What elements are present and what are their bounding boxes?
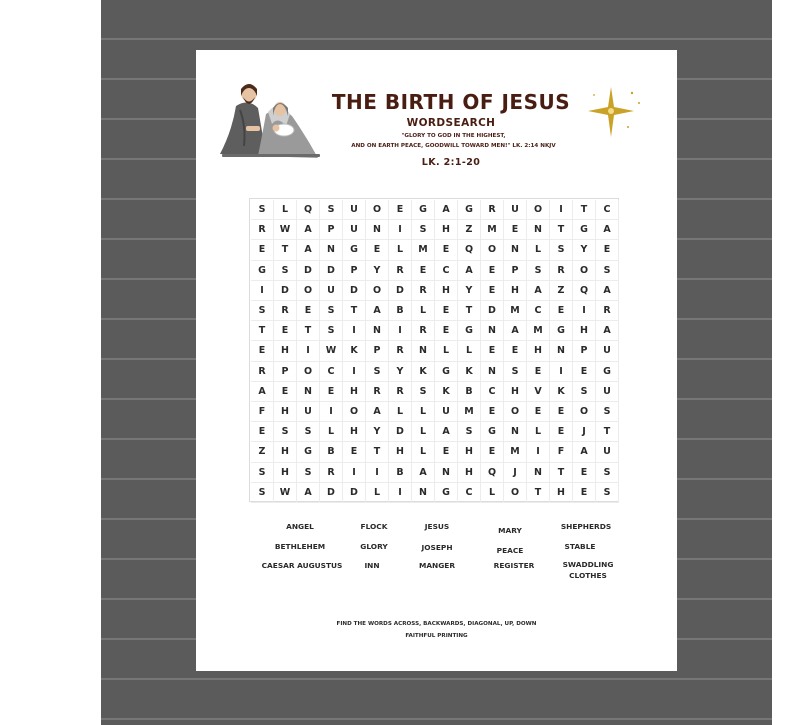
grid-letter: G [596, 362, 619, 382]
grid-letter: R [596, 301, 619, 321]
grid-letter: C [320, 362, 343, 382]
grid-letter: Q [481, 463, 504, 483]
grid-letter: M [412, 240, 435, 260]
grid-letter: E [389, 200, 412, 220]
grid-letter: N [527, 463, 550, 483]
grid-letter: O [573, 402, 596, 422]
grid-letter: K [343, 341, 366, 361]
word-list-item: CAESAR AUGUSTUS [261, 561, 343, 570]
grid-letter: N [435, 463, 458, 483]
grid-letter: T [274, 240, 297, 260]
grid-letter: L [412, 301, 435, 321]
grid-letter: L [527, 422, 550, 442]
grid-letter: H [343, 382, 366, 402]
grid-letter: I [251, 281, 274, 301]
grid-letter: Q [297, 200, 320, 220]
grid-letter: E [435, 301, 458, 321]
grid-letter: A [251, 382, 274, 402]
grid-letter: H [274, 442, 297, 462]
grid-letter: A [596, 321, 619, 341]
grid-letter: A [596, 281, 619, 301]
grid-letter: L [366, 483, 389, 503]
grid-letter: S [320, 200, 343, 220]
grid-letter: Y [458, 281, 481, 301]
grid-letter: R [274, 301, 297, 321]
grid-letter: Y [389, 362, 412, 382]
grid-letter: P [573, 341, 596, 361]
grid-letter: R [550, 261, 573, 281]
word-list-item: BETHLEHEM [274, 542, 326, 551]
grid-letter: I [389, 220, 412, 240]
nativity-illustration [218, 76, 322, 162]
grid-letter: S [596, 483, 619, 503]
grid-letter: A [366, 402, 389, 422]
grid-letter: L [274, 200, 297, 220]
grid-letter: B [389, 301, 412, 321]
grid-letter: I [573, 301, 596, 321]
word-list-item: STABLE [564, 542, 596, 551]
grid-letter: B [458, 382, 481, 402]
grid-letter: I [527, 442, 550, 462]
grid-letter: U [320, 281, 343, 301]
grid-letter: E [573, 362, 596, 382]
grid-letter: O [297, 362, 320, 382]
word-list-item: JESUS [424, 522, 450, 531]
grid-letter: E [550, 301, 573, 321]
grid-letter: D [320, 483, 343, 503]
grid-letter: U [596, 341, 619, 361]
grid-letter: F [550, 442, 573, 462]
grid-letter: Y [366, 422, 389, 442]
grid-letter: L [389, 240, 412, 260]
grid-letter: D [389, 422, 412, 442]
grid-letter: D [481, 301, 504, 321]
grid-letter: U [596, 382, 619, 402]
grid-letter: S [366, 362, 389, 382]
grid-letter: N [527, 220, 550, 240]
grid-letter: N [297, 382, 320, 402]
grid-letter: B [389, 463, 412, 483]
grid-letter: Y [573, 240, 596, 260]
grid-letter: M [504, 301, 527, 321]
grid-letter: N [504, 240, 527, 260]
word-list-item: MARY [498, 526, 522, 535]
word-list-item: INN [364, 561, 380, 570]
grid-letter: S [412, 382, 435, 402]
grid-letter: R [389, 382, 412, 402]
grid-letter: I [343, 362, 366, 382]
grid-letter: T [458, 301, 481, 321]
grid-letter: I [550, 200, 573, 220]
grid-letter: R [389, 341, 412, 361]
word-list-item: SHEPHERDS [560, 522, 612, 531]
word-list-item: ANGEL [286, 522, 314, 531]
grid-letter: T [550, 220, 573, 240]
grid-letter: V [527, 382, 550, 402]
grid-letter: T [366, 442, 389, 462]
grid-letter: S [297, 422, 320, 442]
grid-letter: D [297, 261, 320, 281]
grid-letter: M [458, 402, 481, 422]
grid-letter: N [412, 341, 435, 361]
word-list-item: PEACE [496, 546, 524, 555]
grid-letter: E [412, 261, 435, 281]
grid-letter: T [550, 463, 573, 483]
grid-letter: S [251, 463, 274, 483]
grid-letter: T [251, 321, 274, 341]
grid-letter: L [389, 402, 412, 422]
grid-letter: R [251, 220, 274, 240]
grid-letter: E [573, 483, 596, 503]
grid-letter: H [435, 281, 458, 301]
grid-letter: G [435, 362, 458, 382]
grid-letter: O [343, 402, 366, 422]
grid-letter: S [274, 422, 297, 442]
grid-letter: O [504, 483, 527, 503]
grid-letter: W [274, 220, 297, 240]
grid-letter: H [343, 422, 366, 442]
grid-letter: A [504, 321, 527, 341]
grid-letter: R [389, 261, 412, 281]
grid-letter: Z [550, 281, 573, 301]
grid-letter: S [320, 321, 343, 341]
grid-letter: A [297, 483, 320, 503]
grid-letter: E [435, 442, 458, 462]
grid-letter: R [251, 362, 274, 382]
grid-letter: E [366, 240, 389, 260]
grid-letter: A [527, 281, 550, 301]
grid-letter: A [412, 463, 435, 483]
grid-letter: S [251, 483, 274, 503]
word-list-item: REGISTER [493, 561, 535, 570]
grid-letter: D [343, 281, 366, 301]
grid-letter: C [458, 483, 481, 503]
grid-letter: O [481, 240, 504, 260]
grid-letter: H [550, 483, 573, 503]
grid-letter: J [573, 422, 596, 442]
grid-letter: A [435, 200, 458, 220]
grid-letter: P [320, 220, 343, 240]
grid-letter: O [366, 281, 389, 301]
grid-letter: S [573, 382, 596, 402]
word-list-item: MANGER [418, 561, 456, 570]
grid-letter: S [251, 200, 274, 220]
grid-letter: N [481, 321, 504, 341]
grid-letter: M [481, 220, 504, 240]
grid-letter: O [527, 200, 550, 220]
grid-letter: S [458, 422, 481, 442]
grid-letter: I [297, 341, 320, 361]
grid-letter: H [504, 281, 527, 301]
star-icon [584, 83, 650, 141]
grid-letter: U [435, 402, 458, 422]
grid-letter: S [504, 362, 527, 382]
grid-letter: L [527, 240, 550, 260]
grid-letter: E [596, 240, 619, 260]
grid-letter: E [251, 341, 274, 361]
grid-letter: D [343, 483, 366, 503]
word-search-grid [249, 198, 619, 502]
grid-letter: I [343, 321, 366, 341]
grid-letter: E [274, 382, 297, 402]
grid-letter: G [251, 261, 274, 281]
grid-letter: I [389, 483, 412, 503]
grid-letter: R [366, 382, 389, 402]
grid-letter: S [550, 240, 573, 260]
grid-letter: U [343, 200, 366, 220]
word-list-item: GLORY [360, 542, 388, 551]
grid-letter: G [573, 220, 596, 240]
grid-letter: N [412, 483, 435, 503]
grid-letter: O [297, 281, 320, 301]
word-list-item: CLOTHES [569, 571, 607, 580]
grid-letter: R [320, 463, 343, 483]
grid-letter: E [435, 240, 458, 260]
grid-letter: A [573, 442, 596, 462]
grid-letter: L [320, 422, 343, 442]
instructions: FIND THE WORDS ACROSS, BACKWARDS, DIAGONAL, UP, DOWN [336, 621, 537, 627]
page-title: THE BIRTH OF JESUS [331, 90, 571, 114]
grid-letter: E [343, 442, 366, 462]
grid-letter: G [458, 200, 481, 220]
grid-letter: G [458, 321, 481, 341]
grid-letter: N [366, 220, 389, 240]
grid-letter: T [527, 483, 550, 503]
grid-letter: T [297, 321, 320, 341]
grid-letter: R [412, 281, 435, 301]
grid-letter: L [481, 483, 504, 503]
grid-letter: E [504, 341, 527, 361]
grid-letter: E [320, 382, 343, 402]
grid-letter: C [481, 382, 504, 402]
grid-letter: S [274, 261, 297, 281]
grid-letter: L [412, 422, 435, 442]
grid-letter: H [573, 321, 596, 341]
grid-letter: E [481, 402, 504, 422]
grid-letter: Y [366, 261, 389, 281]
grid-letter: L [458, 341, 481, 361]
grid-letter: S [527, 261, 550, 281]
grid-letter: N [550, 341, 573, 361]
grid-letter: E [435, 321, 458, 341]
grid-letter: K [412, 362, 435, 382]
grid-letter: P [504, 261, 527, 281]
grid-letter: A [297, 220, 320, 240]
grid-letter: G [343, 240, 366, 260]
grid-letter: H [435, 220, 458, 240]
grid-letter: H [389, 442, 412, 462]
grid-letter: R [481, 200, 504, 220]
grid-letter: N [481, 362, 504, 382]
grid-letter: P [343, 261, 366, 281]
grid-letter: L [412, 442, 435, 462]
grid-letter: G [435, 483, 458, 503]
scripture-reference: LK. 2:1-20 [421, 157, 481, 168]
grid-letter: A [435, 422, 458, 442]
grid-letter: G [550, 321, 573, 341]
grid-letter: G [297, 442, 320, 462]
grid-letter: E [274, 321, 297, 341]
grid-letter: E [550, 422, 573, 442]
grid-letter: E [481, 261, 504, 281]
grid-letter: U [343, 220, 366, 240]
grid-letter: O [573, 261, 596, 281]
grid-letter: U [596, 442, 619, 462]
grid-letter: N [504, 422, 527, 442]
grid-letter: H [274, 402, 297, 422]
grid-letter: L [412, 402, 435, 422]
grid-letter: E [504, 220, 527, 240]
grid-letter: S [596, 261, 619, 281]
grid-letter: U [504, 200, 527, 220]
grid-letter: D [389, 281, 412, 301]
grid-letter: S [297, 463, 320, 483]
grid-letter: G [412, 200, 435, 220]
grid-letter: E [573, 463, 596, 483]
grid-letter: S [596, 463, 619, 483]
word-list-item: SWADDLING [562, 560, 614, 569]
grid-letter: K [458, 362, 481, 382]
grid-letter: M [504, 442, 527, 462]
grid-letter: E [481, 281, 504, 301]
grid-letter: H [274, 341, 297, 361]
grid-letter: I [550, 362, 573, 382]
grid-letter: B [320, 442, 343, 462]
grid-letter: I [320, 402, 343, 422]
grid-letter: T [596, 422, 619, 442]
word-list-item: FLOCK [360, 522, 388, 531]
grid-letter: Q [458, 240, 481, 260]
grid-letter: N [320, 240, 343, 260]
grid-letter: P [366, 341, 389, 361]
verse-line-2: AND ON EARTH PEACE, GOODWILL TOWARD MEN!" LK. 2:14 NKJV [351, 143, 556, 149]
grid-letter: G [481, 422, 504, 442]
grid-letter: O [504, 402, 527, 422]
grid-letter: H [527, 341, 550, 361]
grid-letter: F [251, 402, 274, 422]
grid-letter: I [343, 463, 366, 483]
grid-letter: Z [251, 442, 274, 462]
grid-letter: H [458, 463, 481, 483]
grid-letter: E [550, 402, 573, 422]
grid-letter: S [320, 301, 343, 321]
word-list-item: JOSEPH [421, 543, 453, 552]
grid-letter: O [366, 200, 389, 220]
grid-letter: N [366, 321, 389, 341]
grid-letter: E [481, 442, 504, 462]
grid-letter: C [596, 200, 619, 220]
grid-letter: E [481, 341, 504, 361]
grid-letter: E [527, 402, 550, 422]
grid-letter: E [297, 301, 320, 321]
grid-letter: S [412, 220, 435, 240]
grid-letter: C [435, 261, 458, 281]
grid-letter: A [366, 301, 389, 321]
grid-letter: T [343, 301, 366, 321]
grid-letter: S [251, 301, 274, 321]
grid-letter: J [504, 463, 527, 483]
grid-letter: A [297, 240, 320, 260]
grid-letter: W [274, 483, 297, 503]
grid-letter: P [274, 362, 297, 382]
worksheet-page [196, 50, 677, 671]
grid-letter: A [458, 261, 481, 281]
verse-line-1: "GLORY TO GOD IN THE HIGHEST, [401, 133, 506, 139]
grid-letter: I [389, 321, 412, 341]
grid-letter: K [435, 382, 458, 402]
grid-letter: S [596, 402, 619, 422]
grid-letter: Z [458, 220, 481, 240]
grid-letter: U [297, 402, 320, 422]
grid-letter: A [596, 220, 619, 240]
grid-letter: D [274, 281, 297, 301]
grid-letter: D [320, 261, 343, 281]
page-subtitle: WORDSEARCH [406, 117, 496, 129]
grid-letter: K [550, 382, 573, 402]
grid-letter: E [251, 422, 274, 442]
grid-letter: C [527, 301, 550, 321]
grid-letter: H [274, 463, 297, 483]
grid-letter: M [527, 321, 550, 341]
grid-letter: E [251, 240, 274, 260]
grid-letter: L [435, 341, 458, 361]
grid-letter: W [320, 341, 343, 361]
grid-letter: Q [573, 281, 596, 301]
credit-line: FAITHFUL PRINTING [405, 633, 468, 639]
grid-letter: H [458, 442, 481, 462]
grid-letter: R [412, 321, 435, 341]
grid-letter: T [573, 200, 596, 220]
grid-letter: E [527, 362, 550, 382]
grid-letter: H [504, 382, 527, 402]
grid-letter: I [366, 463, 389, 483]
